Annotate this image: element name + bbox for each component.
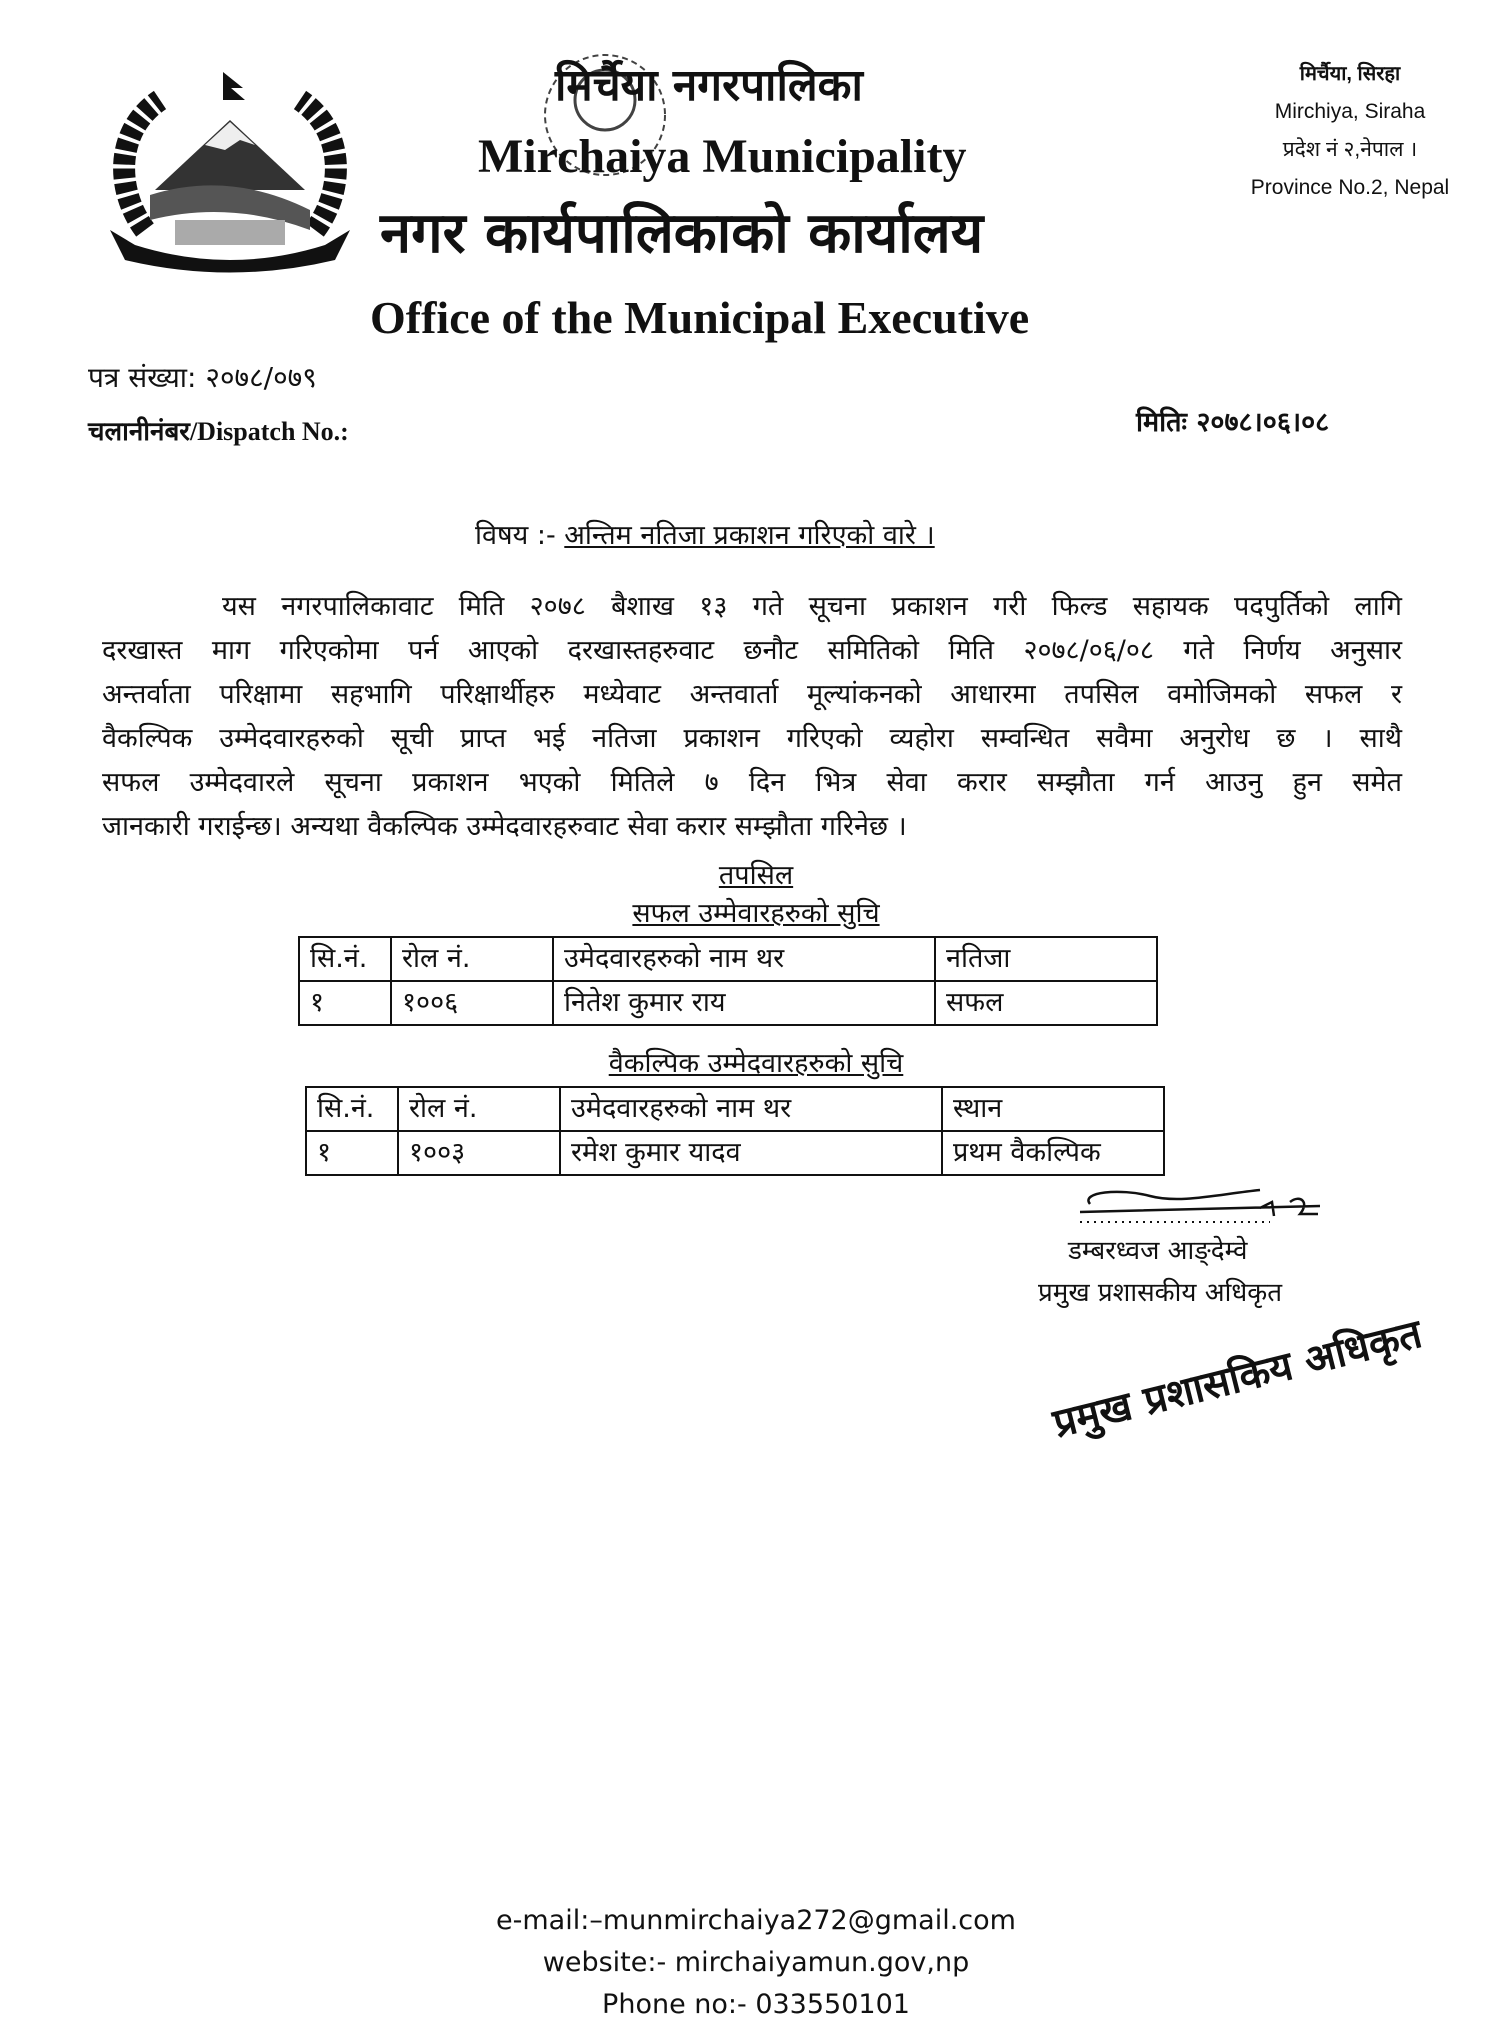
municipality-title-np: मिर्चैया नगरपालिका	[555, 60, 863, 111]
nepal-government-emblem-icon	[105, 70, 355, 280]
date-value: २०७८।०६।०८	[1196, 407, 1330, 438]
dispatch-number-label: चलानीनंबर/Dispatch No.:	[88, 417, 349, 446]
alternate-list-title: वैकल्पिक उम्मेदवारहरुको सुचि	[608, 1048, 904, 1079]
letter-number	[88, 360, 317, 396]
successful-list-title: सफल उम्मेवारहरुको सुचि	[632, 898, 880, 929]
header-serial: सि.नं.	[306, 1087, 398, 1131]
body-line: सफल उम्मेदवारले सूचना प्रकाशन भएको मितिले ७ दिन भित्र सेवा करार सम्झौता गर्न आउनु हुन समेत	[102, 767, 1402, 798]
address-block	[1210, 55, 1490, 207]
alternate-candidates-table	[305, 1086, 1165, 1176]
cell-name: नितेश कुमार राय	[553, 981, 935, 1025]
signatory-name: डम्बरध्वज आङ्देम्वे	[1068, 1236, 1248, 1266]
successful-candidates-table	[298, 936, 1158, 1026]
body-paragraph	[102, 585, 1402, 849]
designation-stamp: प्रमुख प्रशासकिय अधिकृत	[1048, 1310, 1427, 1448]
cell-roll: १००३	[398, 1131, 560, 1175]
signatory-designation: प्रमुख प्रशासकीय अधिकृत	[1038, 1278, 1283, 1308]
footer-contact	[0, 1900, 1512, 2026]
address-line-np: मिर्चैया, सिरहा	[1299, 63, 1401, 85]
table-header-row	[299, 937, 1157, 981]
header-position: स्थान	[942, 1087, 1164, 1131]
address-line-en: Mirchiya, Siraha	[1274, 100, 1426, 123]
table-row	[306, 1131, 1164, 1175]
table-header-row	[306, 1087, 1164, 1131]
municipality-title-en: Mirchaiya Municipality	[478, 130, 967, 183]
subject-text: अन्तिम नतिजा प्रकाशन गरिएको वारे ।	[564, 520, 935, 551]
cell-result: सफल	[935, 981, 1157, 1025]
table-row	[299, 981, 1157, 1025]
header-roll: रोल नं.	[398, 1087, 560, 1131]
letter-number-value: २०७८/०७९	[205, 361, 317, 394]
footer-email: e-mail:–munmirchaiya272@gmail.com	[496, 1905, 1016, 1936]
cell-serial: १	[299, 981, 391, 1025]
province-line-np: प्रदेश नं २,नेपाल ।	[1282, 138, 1418, 161]
date-label: मितिः	[1136, 407, 1187, 438]
body-line: अन्तर्वाता परिक्षामा सहभागि परिक्षार्थीहरु मध्येवाट अन्तवार्ता मूल्यांकनको आधारमा तपसिल वमोजिमको सफल र	[102, 679, 1402, 710]
body-line: यस नगरपालिकावाट मिति २०७८ बैशाख १३ गते सूचना प्रकाशन गरी फिल्ड सहायक पदपुर्तिको लागि	[222, 591, 1402, 622]
date	[1136, 405, 1329, 441]
cell-roll: १००६	[391, 981, 553, 1025]
header-name: उमेदवारहरुको नाम थर	[553, 937, 935, 981]
header-result: नतिजा	[935, 937, 1157, 981]
footer-phone: Phone no:- 033550101	[602, 1989, 910, 2020]
province-line-en: Province No.2, Nepal	[1250, 176, 1450, 199]
signature-icon	[1060, 1186, 1360, 1230]
header-serial: सि.नं.	[299, 937, 391, 981]
cell-name: रमेश कुमार यादव	[560, 1131, 942, 1175]
header-roll: रोल नं.	[391, 937, 553, 981]
tapasil-heading: तपसिल	[718, 860, 794, 891]
body-line: वैकल्पिक उम्मेदवारहरुको सूची प्राप्त भई नतिजा प्रकाशन गरिएको व्यहोरा सम्वन्धित सवैमा अनुरोध छ । साथै	[102, 723, 1402, 754]
body-line: जानकारी गराईन्छ। अन्यथा वैकल्पिक उम्मेदवारहरुवाट सेवा करार सम्झौता गरिनेछ ।	[102, 811, 907, 842]
office-title-np: नगर कार्यपालिकाको कार्यालय	[380, 201, 984, 266]
cell-position: प्रथम वैकल्पिक	[942, 1131, 1164, 1175]
subject-line	[475, 518, 935, 554]
header-name: उमेदवारहरुको नाम थर	[560, 1087, 942, 1131]
cell-serial: १	[306, 1131, 398, 1175]
office-title-en: Office of the Municipal Executive	[370, 292, 1030, 343]
footer-website: website:- mirchaiyamun.gov,np	[542, 1947, 970, 1978]
letter-number-label: पत्र संख्या:	[88, 361, 197, 394]
body-line: दरखास्त माग गरिएकोमा पर्न आएको दरखास्तहरुवाट छनौट समितिको मिति २०७८/०६/०८ गते निर्णय अनुसार	[102, 635, 1402, 666]
subject-label: विषय :-	[475, 520, 556, 551]
